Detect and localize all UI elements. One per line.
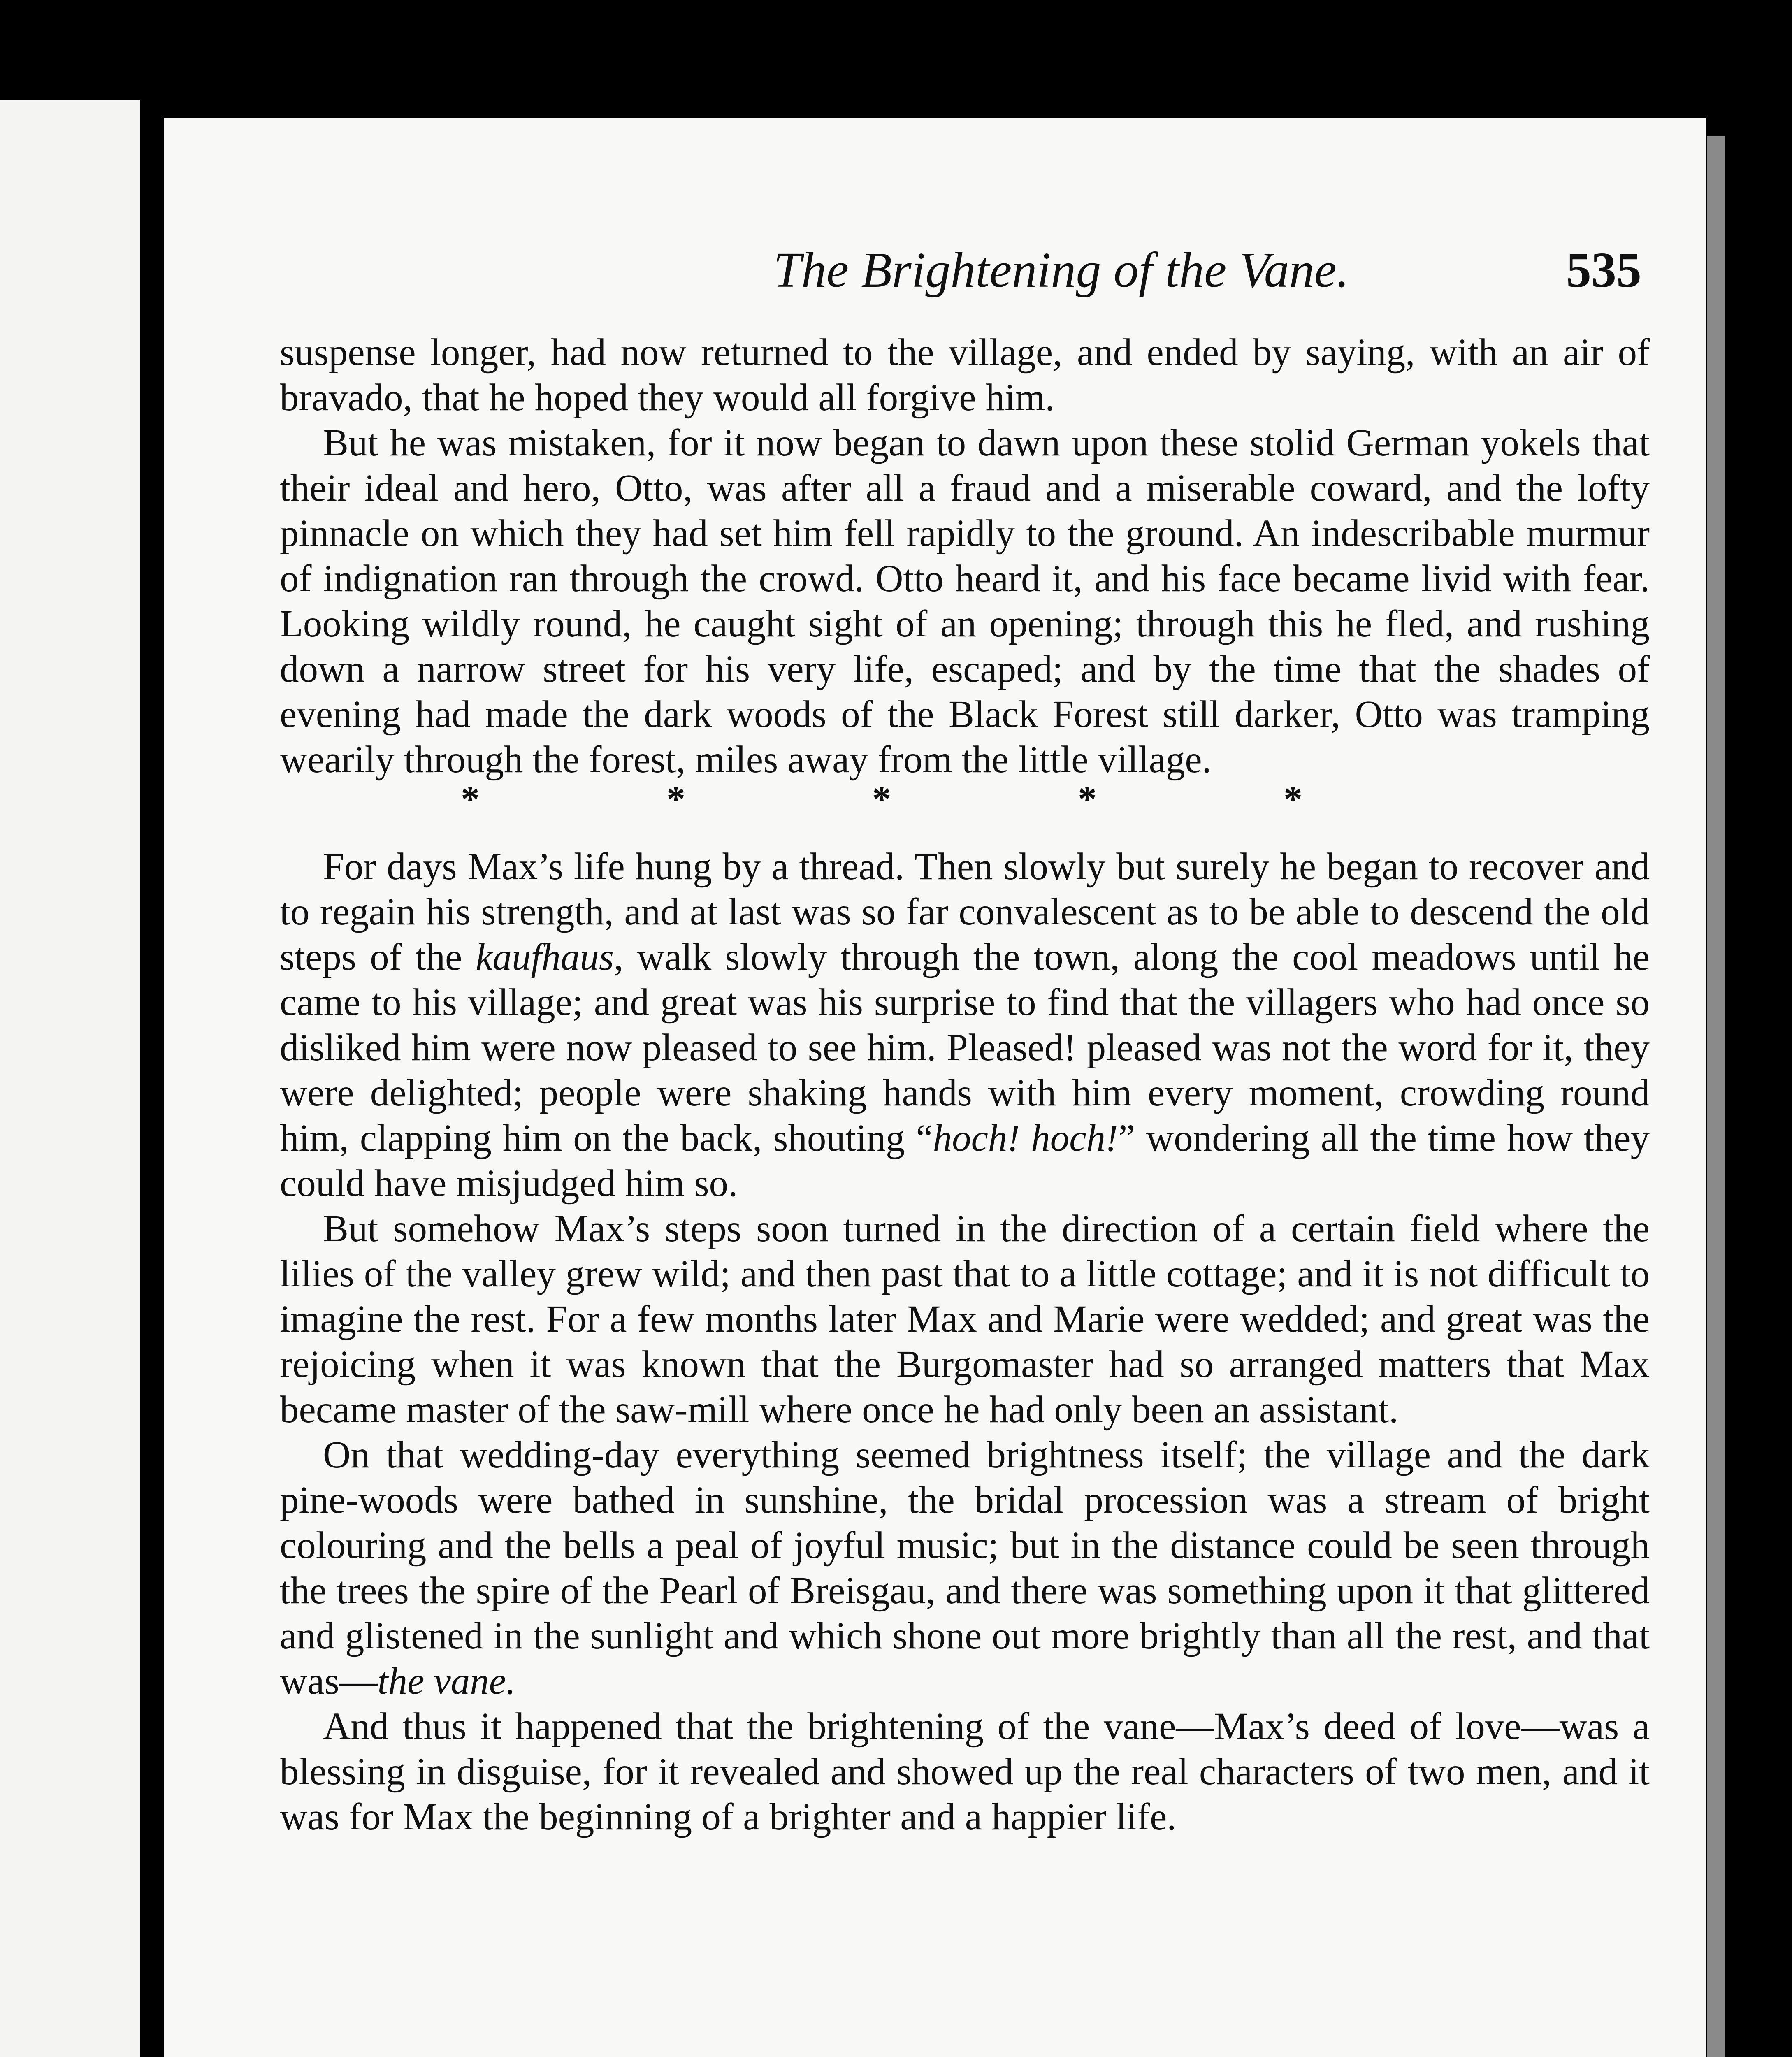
paragraph-1: suspense longer, had now returned to the village, and ended by saying, with an air of bravado, that he hoped they would all forgive him. — [280, 331, 1650, 419]
italic-the-vane: the vane. — [377, 1660, 516, 1702]
separator-asterisk: * — [666, 778, 685, 820]
facing-page-edge — [0, 100, 140, 2057]
running-title: The Brightening of the Vane. — [773, 242, 1349, 298]
paragraph-6: And thus it happened that the brightening of the vane—Max’s deed of love—was a blessing in disguise, for it revealed and showed up the real characters of two men, and it was for Max the beginning of a brighter and a happier life. — [280, 1705, 1650, 1838]
article-body — [280, 330, 1650, 1840]
separator-asterisk: * — [1284, 778, 1302, 820]
separator-asterisk: * — [461, 778, 480, 820]
italic-hoch: hoch! hoch! — [933, 1117, 1118, 1159]
book-page — [164, 118, 1706, 2057]
page-shadow — [1707, 136, 1725, 2057]
separator-asterisk: * — [872, 778, 891, 820]
italic-kaufhaus: kaufhaus — [476, 936, 614, 978]
page-number: 535 — [1566, 242, 1641, 298]
separator-asterisk: * — [1078, 778, 1097, 820]
paragraph-2: But he was mistaken, for it now began to dawn upon these stolid German yokels that their ideal and hero, Otto, was after all a fraud and a miserable coward, and the lofty pinnacle on which they had set him fell rapidly to the ground. An indescribable murmur of indignation ran through the crowd. Otto heard it, and his face became livid with fear. Looking wildly round, he caught sight of an opening; through this he fled, and rushing down a narrow street for his very life, escaped; and by the time that the shades of evening had made the dark woods of the Black Forest still darker, Otto was tramping wearily through the forest, miles away from the little village. — [280, 422, 1650, 781]
paragraph-3: For days Max’s life hung by a thread. Then slowly but surely he began to recover and to regain his strength, and at last was so far convalescent as to be able to descend the old steps of the kaufhaus, walk slowly through the town, along the cool meadows until he came to his village; and great was his surprise to find that the villagers who had once so disliked him were now pleased to see him. Pleased! pleased was not the word for it, they were delighted; people were shaking hands with him every moment, crowding round him, clapping him on the back, shouting “hoch! hoch!” wondering all the time how they could have misjudged him so. — [280, 845, 1650, 1205]
paragraph-4: But somehow Max’s steps soon turned in the direction of a certain field where the lilies of the valley grew wild; and then past that to a little cottage; and it is not difficult to imagine the rest. For a few months later Max and Marie were wedded; and great was the rejoicing when it was known that the Burgomaster had so arranged matters that Max became master of the saw-mill where once he had only been an assistant. — [280, 1207, 1650, 1431]
section-separator — [280, 778, 1650, 844]
paragraph-5: On that wedding-day everything seemed brightness itself; the village and the dark pine-woods were bathed in sunshine, the bridal procession was a stream of bright colouring and the bells a peal of joyful music; but in the distance could be seen through the trees the spire of the Pearl of Breisgau, and there was something upon it that glittered and glistened in the sunlight and which shone out more brightly than all the rest, and that was—the vane. — [280, 1434, 1650, 1702]
page-header — [280, 241, 1650, 324]
